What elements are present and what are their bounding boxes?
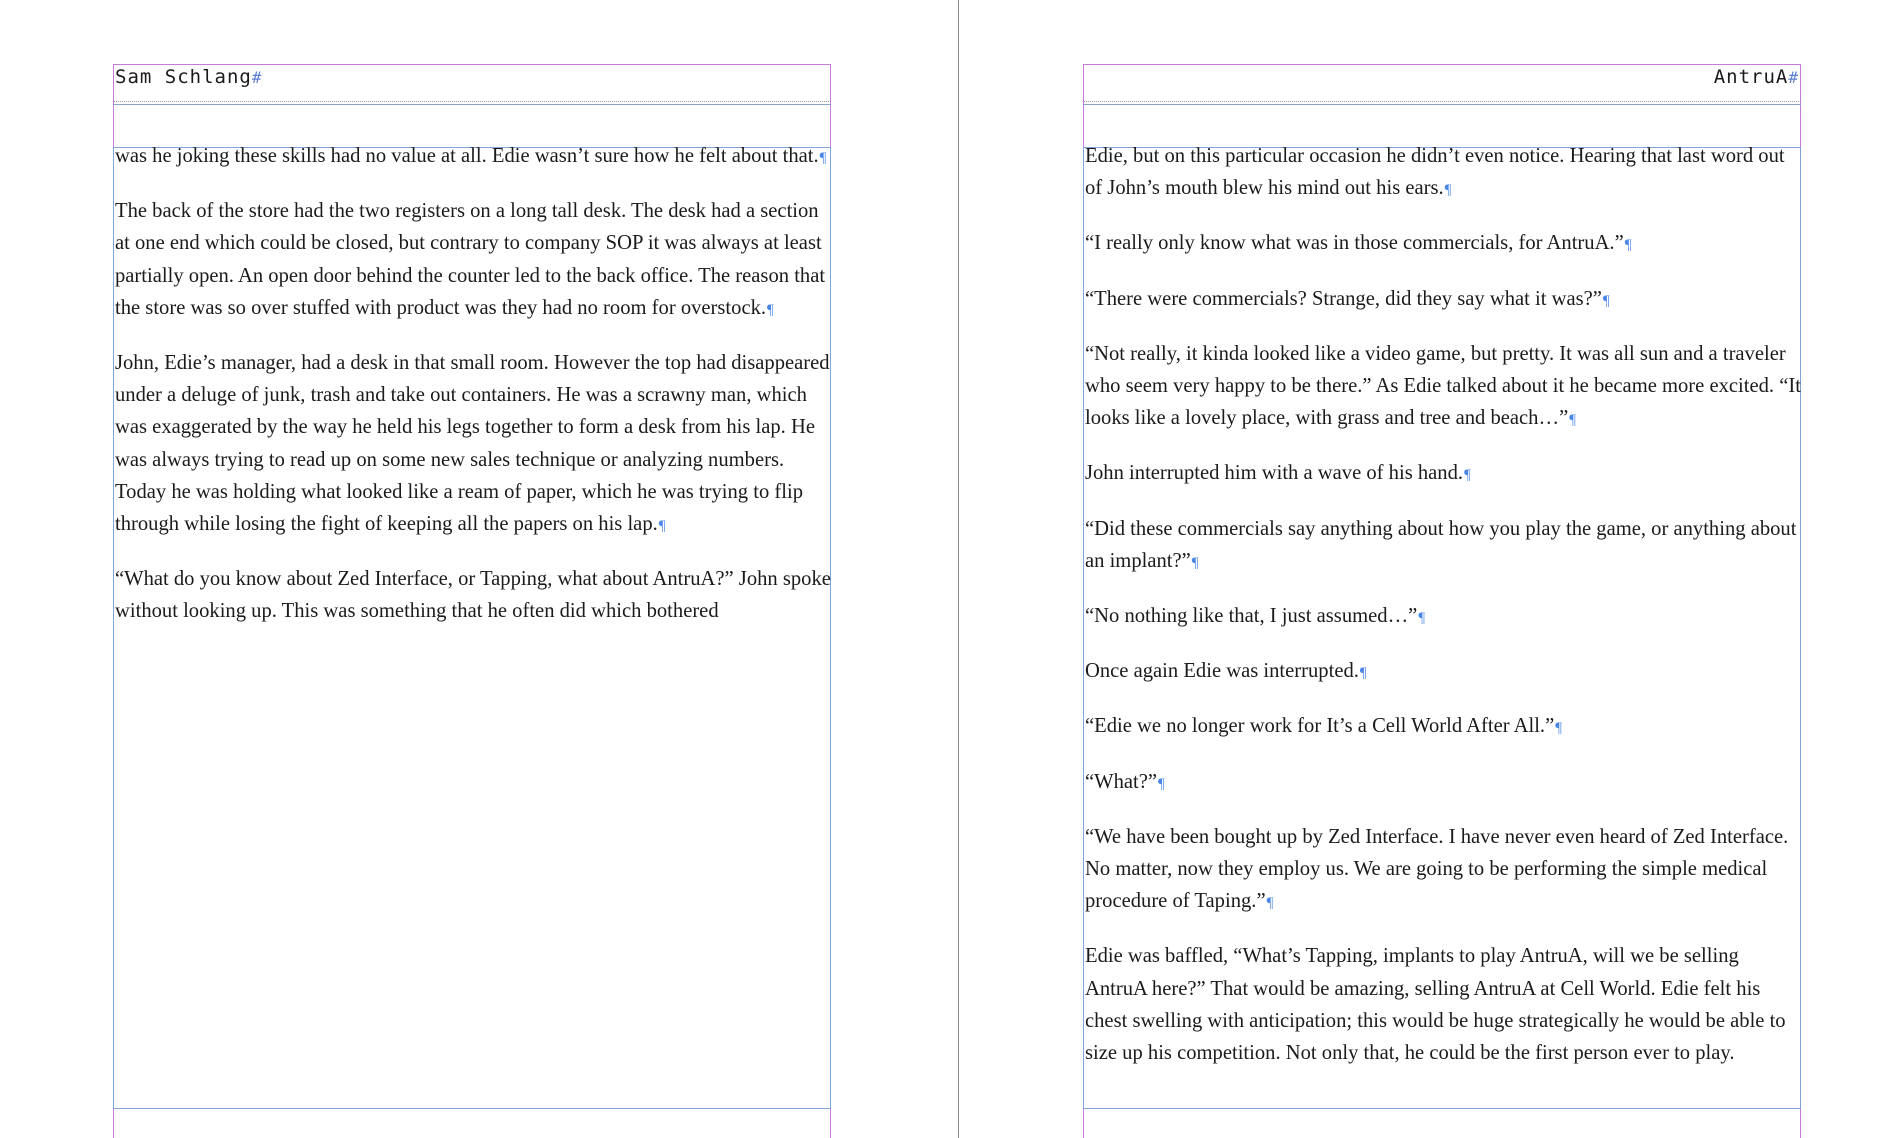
pilcrow-mark: ¶ bbox=[767, 301, 774, 318]
paragraph bbox=[115, 347, 831, 542]
running-head-author[interactable] bbox=[115, 66, 262, 89]
body-text-frame[interactable] bbox=[115, 140, 831, 649]
right-page bbox=[1083, 0, 1803, 1138]
paragraph-text: John interrupted him with a wave of his hand. bbox=[1085, 462, 1464, 485]
running-head-text: Sam Schlang bbox=[115, 66, 252, 88]
pilcrow-mark: ¶ bbox=[1464, 467, 1471, 484]
paragraph-text: “I really only know what was in those commercials, for AntruA.” bbox=[1085, 232, 1624, 255]
pilcrow-mark: ¶ bbox=[1569, 412, 1577, 429]
paragraph-text: “Did these commercials say anything about how you play the game, or anything about an implant?” bbox=[1085, 517, 1797, 572]
pilcrow-mark: ¶ bbox=[1555, 720, 1563, 737]
paragraph bbox=[1085, 710, 1801, 744]
paragraph-text: Edie, but on this particular occasion he didn’t even notice. Hearing that last word out of John’s mouth blew his mind out his ears. bbox=[1085, 145, 1785, 200]
header-baseline-guide bbox=[1083, 101, 1801, 102]
pilcrow-mark: ¶ bbox=[1444, 182, 1452, 199]
paragraph-text: John, Edie’s manager, had a desk in that small room. However the top had disappeared under a deluge of junk, trash and take out containers. He was a scrawny man, which was exaggerated by the way he held his legs together to form a desk from his lap. He was always trying to read up on some new sales technique or analyzing numbers. Today he was holding what looked like a ream of paper, which he was trying to flip through while losing the fight of keeping all the papers on his lap. bbox=[115, 352, 830, 536]
paragraph-text: “Not really, it kinda looked like a video game, but pretty. It was all sun and a traveler who seem very happy to be there.” As Edie talked about it he became more excited. “It looks like a lovely place, with grass and tree and beach…” bbox=[1085, 342, 1801, 430]
pilcrow-mark: ¶ bbox=[819, 150, 827, 166]
paragraph bbox=[1085, 513, 1801, 579]
end-of-story-mark: # bbox=[251, 68, 263, 87]
left-page bbox=[113, 0, 833, 1138]
pilcrow-mark: ¶ bbox=[1158, 775, 1165, 792]
pilcrow-mark: ¶ bbox=[1191, 554, 1199, 571]
running-head-text: AntruA bbox=[1713, 66, 1789, 88]
paragraph bbox=[1085, 283, 1801, 317]
paragraph bbox=[1085, 457, 1801, 491]
paragraph bbox=[1085, 821, 1801, 920]
pilcrow-mark: ¶ bbox=[1266, 895, 1274, 912]
pilcrow-mark: ¶ bbox=[1359, 665, 1367, 682]
paragraph bbox=[1085, 940, 1801, 1069]
paragraph bbox=[115, 195, 831, 326]
header-baseline-guide bbox=[113, 101, 831, 102]
pilcrow-mark: ¶ bbox=[1624, 237, 1632, 254]
paragraph-text: “Edie we no longer work for It’s a Cell World After All.” bbox=[1085, 715, 1555, 738]
paragraph-text: “No nothing like that, I just assumed…” bbox=[1085, 605, 1418, 628]
paragraph-text: The back of the store had the two registers on a long tall desk. The desk had a section at one end which could be closed, but contrary to company SOP it was always at least partially open. An open door behind the counter led to the back office. The reason that the store was so over stuffed with product was they had no room for overstock. bbox=[115, 200, 826, 319]
paragraph-text: Edie was baffled, “What’s Tapping, implants to play AntruA, will we be selling AntruA here?” That would be amazing, selling AntruA at Cell World. Edie felt his chest swelling with anticipation; this would be huge strategically he would be able to size up his competition. Not only that, he could be the first person ever to play. bbox=[1085, 945, 1786, 1065]
paragraph-text: “We have been bought up by Zed Interface. I have never even heard of Zed Interface. No matter, now they employ us. We are going to be performing the simple medical procedure of Taping.” bbox=[1085, 825, 1789, 913]
pilcrow-mark: ¶ bbox=[1418, 610, 1426, 627]
paragraph-text: “There were commercials? Strange, did they say what it was?” bbox=[1085, 287, 1602, 310]
paragraph bbox=[1085, 655, 1801, 689]
paragraph bbox=[1085, 766, 1801, 800]
paragraph-text: Once again Edie was interrupted. bbox=[1085, 660, 1359, 683]
paragraph-text: “What?” bbox=[1085, 770, 1158, 793]
bottom-margin-guide bbox=[1083, 1109, 1801, 1138]
paragraph bbox=[1085, 227, 1801, 261]
bottom-margin-guide bbox=[113, 1109, 831, 1138]
pilcrow-mark: ¶ bbox=[1602, 292, 1610, 309]
header-frame-guide bbox=[113, 104, 831, 105]
paragraph-text: “What do you know about Zed Interface, or Tapping, what about AntruA?” John spoke without looking up. This was something that he often did which bothered bbox=[115, 568, 831, 623]
paragraph bbox=[1085, 140, 1801, 206]
paragraph-text: was he joking these skills had no value at all. Edie wasn’t sure how he felt about that. bbox=[115, 145, 819, 167]
pilcrow-mark: ¶ bbox=[658, 518, 666, 535]
header-frame-guide bbox=[1083, 104, 1801, 105]
paragraph bbox=[1085, 338, 1801, 437]
paragraph bbox=[1085, 600, 1801, 634]
body-text-frame[interactable] bbox=[1085, 140, 1801, 1090]
spread-divider bbox=[958, 0, 959, 1138]
running-head-title[interactable] bbox=[1714, 66, 1799, 89]
end-of-story-mark: # bbox=[1788, 68, 1799, 87]
paragraph bbox=[115, 563, 831, 627]
paragraph bbox=[115, 140, 831, 174]
